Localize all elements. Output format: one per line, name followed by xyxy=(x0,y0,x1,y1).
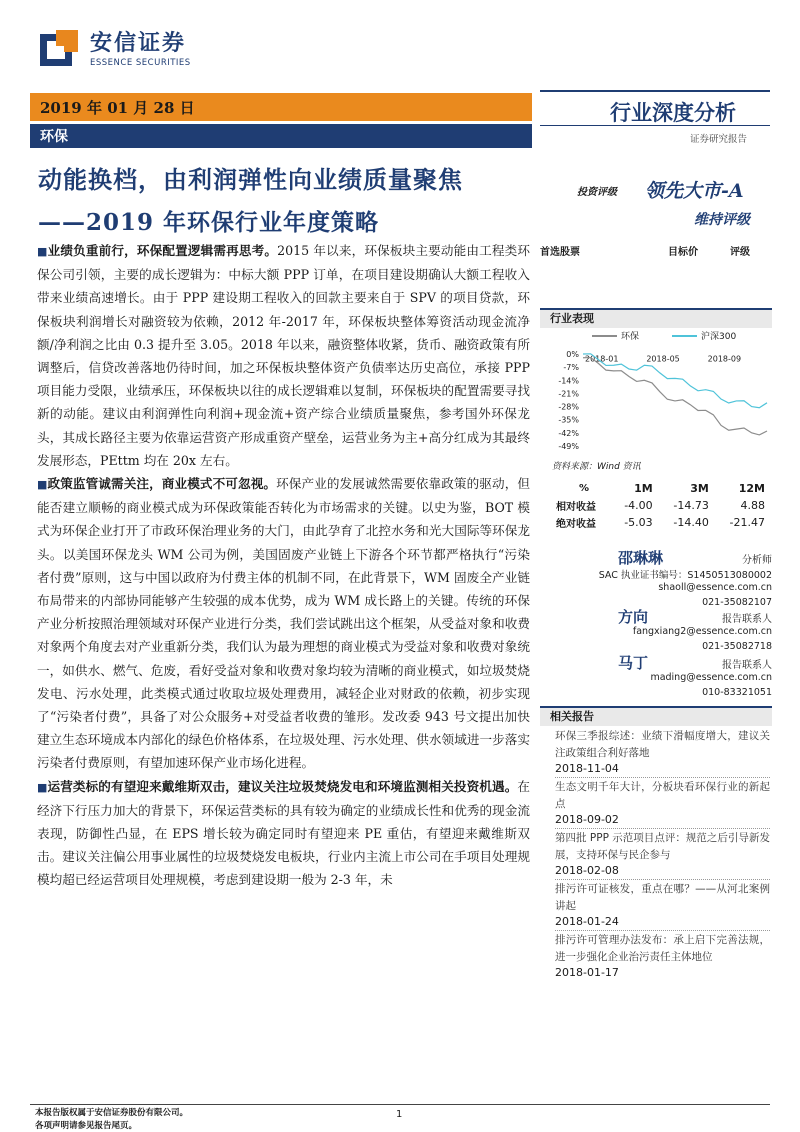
report-type: 行业深度分析 xyxy=(610,100,736,125)
page-title: 动能换档，由利润弹性向业绩质量聚焦 xyxy=(38,165,463,194)
related-section-title: 相关报告 xyxy=(540,706,772,726)
performance-table xyxy=(556,480,771,531)
table-header-cell: % xyxy=(578,483,590,494)
list-item[interactable] xyxy=(555,727,770,775)
analyst-name: 邵琳琳 xyxy=(618,549,664,567)
y-tick-label: -7% xyxy=(563,363,579,373)
legend-label-hs300: 沪深300 xyxy=(701,332,737,342)
analyst-license: SAC 执业证书编号：S1450513080002 xyxy=(598,570,772,581)
analyst-phone: 021-35082107 xyxy=(702,597,772,608)
footer-line-2: 各项声明请参见报告尾页。 xyxy=(35,1121,138,1131)
table-cell: -5.03 xyxy=(624,516,653,529)
col-stock: 首选股票 xyxy=(540,247,580,258)
analyst-card xyxy=(540,652,772,702)
sector-name: 环保 xyxy=(40,129,68,145)
divider xyxy=(540,125,770,126)
related-date: 2018-11-04 xyxy=(555,762,619,775)
analyst-role: 分析师 xyxy=(742,555,772,566)
analyst-phone: 010-83321051 xyxy=(702,687,772,698)
bullet-icon: ■ xyxy=(37,478,48,492)
row-label: 相对收益 xyxy=(556,502,596,513)
list-item[interactable] xyxy=(555,828,770,877)
related-reports-list xyxy=(555,727,770,981)
table-cell: -21.47 xyxy=(729,516,765,529)
analyst-role: 报告联系人 xyxy=(722,614,772,625)
paragraph-text: 2015 年以来，环保板块主要动能由工程类环保公司引领，主要的成长逻辑为：中标大额 PPP 订单，在项目建设期确认大额工程收入带来业绩高速增长。由于 PPP 建设期工程收入的回款主要来自于 SPV 的项目贷款，环保板块利润增长对融资较为依赖，2012 年-2017 年，环保板块整体筹资活动现金流净额/净利润之比由 0.3 提升至 3.05。2018 年以来，融资整体收紧，货币、融资政策有所调整后，信贷改善落地仍待时间，加之环保板块整体资产负债率达历史高位，承接 PPP 项目能力受限，业绩承压，环保板块以往的成长逻辑难以复制，环保板块的配置需要寻找新的动能。建议由利润弹性向利润+现金流+资产综合业绩质量聚焦，参考国外环保龙头，其成长路径主要为依靠运营资产形成重资产壁垒，运营业务为主+高分红成为其最终发展形态，PEttm 均在 20x 左右。 xyxy=(37,243,530,468)
page-subtitle: ——2019 年环保行业年度策略 xyxy=(38,209,380,236)
col-target: 目标价 xyxy=(668,247,698,258)
table-header-cell: 3M xyxy=(690,482,709,495)
divider xyxy=(540,90,770,92)
paragraph xyxy=(37,775,530,892)
footer-disclaimer xyxy=(35,1107,188,1132)
divider xyxy=(30,1104,770,1105)
analyst-email[interactable]: shaoll@essence.com.cn xyxy=(658,582,772,593)
table-header-cell: 1M xyxy=(634,482,653,495)
legend-label-env: 环保 xyxy=(621,332,640,342)
related-date: 2018-09-02 xyxy=(555,813,619,826)
performance-section-title: 行业表现 xyxy=(540,308,772,328)
related-date: 2018-01-24 xyxy=(555,915,619,928)
table-header-row xyxy=(556,480,771,497)
y-tick-label: -28% xyxy=(558,402,579,412)
x-tick-label: 2018-09 xyxy=(707,354,742,364)
rating-action: 维持评级 xyxy=(694,212,750,228)
table-header-cell: 12M xyxy=(738,482,765,495)
sector-bar xyxy=(30,124,532,148)
y-tick-label: -42% xyxy=(558,428,579,438)
list-item[interactable] xyxy=(555,777,770,826)
analyst-card xyxy=(540,547,772,607)
report-date: 2019 年 01 月 28 日 xyxy=(40,98,195,117)
related-title: 环保三季报综述：业绩下滑幅度增大，建议关注政策组合利好落地 xyxy=(555,730,770,759)
paragraph-lead: 运营类标的有望迎来戴维斯双击，建议关注垃圾焚烧发电和环境监测相关投资机遇。 xyxy=(47,778,518,794)
related-title: 生态文明千年大计，分板块看环保行业的新起点 xyxy=(555,781,770,810)
report-subtitle: 证券研究报告 xyxy=(690,134,748,145)
y-tick-label: 0% xyxy=(566,350,579,359)
paragraph-lead: 业绩负重前行，环保配置逻辑需再思考。 xyxy=(47,243,278,258)
table-cell: -14.73 xyxy=(673,499,709,512)
analyst-email[interactable]: mading@essence.com.cn xyxy=(650,672,772,683)
related-title: 排污许可证核发，重点在哪？——从河北案例讲起 xyxy=(555,883,770,912)
paragraph-text: 环保产业的发展诚然需要依靠政策的驱动，但能否建立顺畅的商业模式成为环保政策能否转化为市场需求的关键。以史为鉴，BOT 模式为环保企业打开了市政环保治理业务的大门，由此孕育了北控水务和光大国际等环保龙头。以美国环保龙头 WM 公司为例，美国固废产业链上下游各个环节都严格执行“污染者付费”原则，这与中国以政府为付费主体的机制不同，在此背景下，WM 固废全产业链布局带来的内部协同能够产生较强的成本优势，成为 WM 成长路上的关键。传统的环保产业分析按照治理领域对环保产业进行分类，我们尝试跳出这个框架，从受益对象和收费对象两个角度去对产业重新分类，我们认为最为理想的商业模式为受益对象和收费对象统一，如供水、燃气、危废，看好受益对象和收费对象均较为清晰的商业模式，如垃圾焚烧发电、污水处理，此类模式通过收取垃圾处理费用，减轻企业对财政的依赖，初步实现了“污染者付费”，具备了对公众服务+对受益者收费的雏形。发改委 943 号文提出加快建立生态环境成本内部化的绿色价格体系，在垃圾处理、污水处理、供水领域进一步落实污染者付费原则，有望加速环保产业市场化进程。 xyxy=(37,476,531,771)
analyst-phone: 021-35082718 xyxy=(702,641,772,652)
related-title: 排污许可管理办法发布：承上启下完善法规，进一步强化企业治污责任主体地位 xyxy=(555,934,770,963)
brand-logo xyxy=(40,30,191,70)
date-bar xyxy=(30,93,532,121)
y-tick-label: -35% xyxy=(558,415,579,425)
main-body xyxy=(37,239,530,892)
footer-line-1: 本报告版权属于安信证券股份有限公司。 xyxy=(35,1108,189,1118)
related-date: 2018-01-17 xyxy=(555,966,619,979)
analyst-name: 方向 xyxy=(618,608,649,626)
paragraph-lead: 政策监管诚需关注，商业模式不可忽视。 xyxy=(47,476,277,492)
analyst-card xyxy=(540,606,772,656)
analyst-role: 报告联系人 xyxy=(722,660,772,671)
rating-value: 领先大市-A xyxy=(645,180,744,202)
paragraph-text: 在经济下行压力加大的背景下，环保运营类标的具有较为确定的业绩成长性和优秀的现金流表现，防御性凸显，在 EPS 增长较为确定同时有望迎来 PE 重估，有望迎来戴维斯双击。建议关注偏公用事业属性的垃圾焚烧发电板块，行业内主流上市公司在手项目处理规模均超已经运营项目处理规模，考虑到建设期一般为 2-3 年，未 xyxy=(37,778,530,888)
table-row xyxy=(556,514,771,531)
table-cell: -14.40 xyxy=(673,516,709,529)
chart-source: 资料来源：Wind 资讯 xyxy=(552,462,641,472)
table-cell: 4.88 xyxy=(740,499,765,512)
y-tick-label: -21% xyxy=(558,389,579,399)
brand-name-cn: 安信证券 xyxy=(90,31,187,56)
bullet-icon: ■ xyxy=(37,780,48,794)
related-title: 第四批 PPP 示范项目点评：规范之后引导新发展，支持环保与民企参与 xyxy=(555,832,770,861)
analyst-name: 马丁 xyxy=(618,654,649,672)
logo-mark-icon xyxy=(40,30,80,70)
table-cell: -4.00 xyxy=(624,499,653,512)
performance-chart xyxy=(545,326,775,456)
rating-label: 投资评级 xyxy=(577,187,617,198)
brand-name-en: ESSENCE SECURITIES xyxy=(90,58,191,68)
list-item[interactable] xyxy=(555,879,770,928)
x-tick-label: 2018-05 xyxy=(646,354,680,364)
paragraph xyxy=(37,239,530,472)
paragraph xyxy=(37,472,530,775)
x-tick-label: 2018-01 xyxy=(585,354,619,364)
col-rating: 评级 xyxy=(730,247,750,258)
list-item[interactable] xyxy=(555,930,770,979)
analyst-email[interactable]: fangxiang2@essence.com.cn xyxy=(632,626,772,637)
related-date: 2018-02-08 xyxy=(555,864,619,877)
y-tick-label: -14% xyxy=(558,376,579,386)
bullet-icon: ■ xyxy=(37,245,48,258)
y-tick-label: -49% xyxy=(558,442,579,451)
page-number: 1 xyxy=(396,1109,403,1120)
table-row xyxy=(556,497,771,514)
row-label: 绝对收益 xyxy=(556,519,596,530)
series-line-0 xyxy=(583,358,767,435)
